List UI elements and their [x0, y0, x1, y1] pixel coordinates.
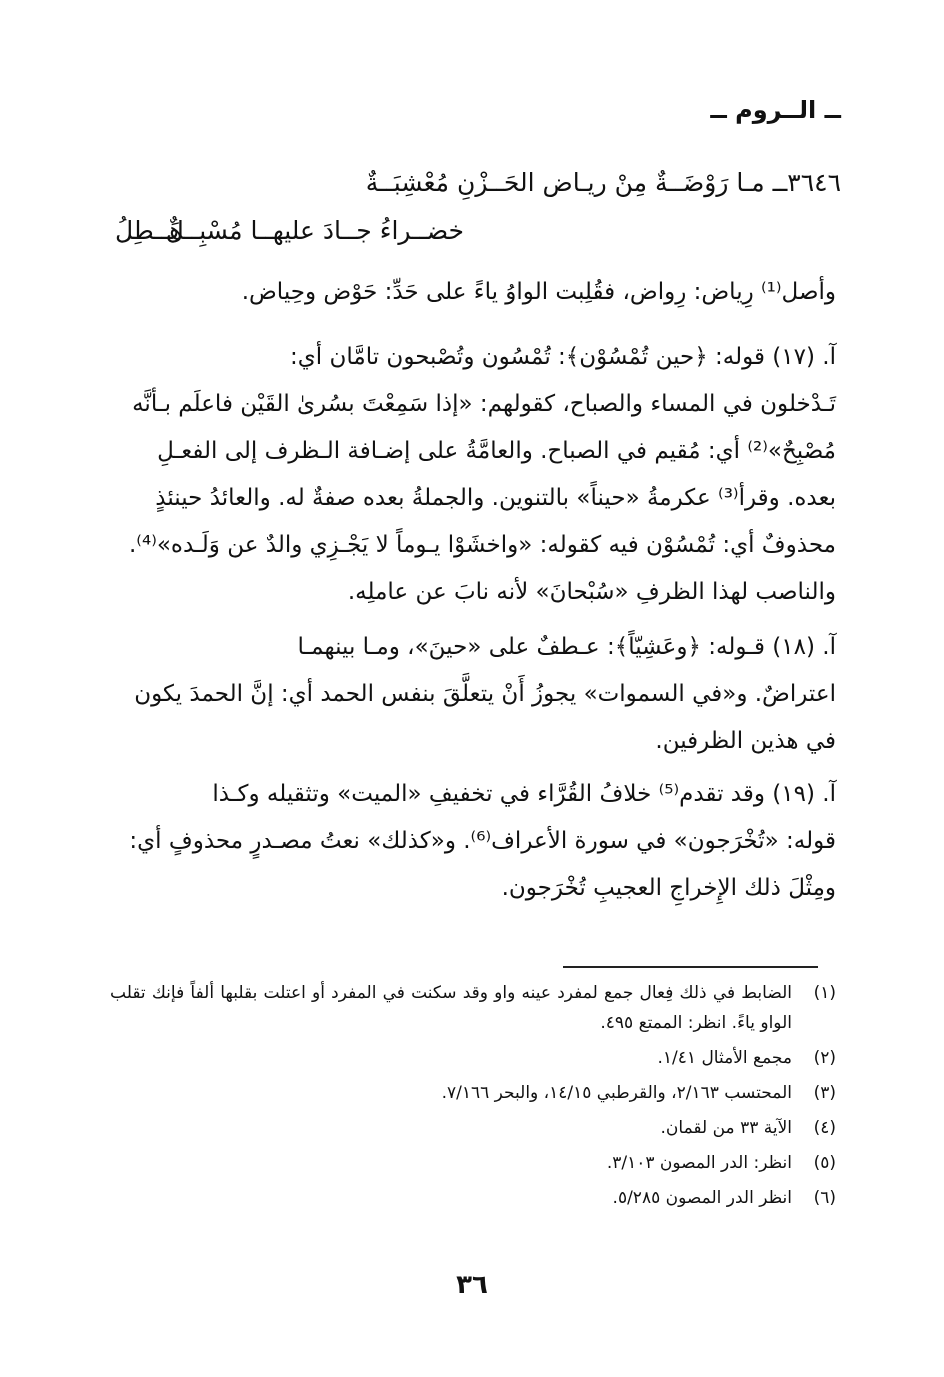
footnote-number: (٢) — [813, 1048, 836, 1068]
text-line: آ. (١٩) وقد تقدم⁽⁵⁾ خلافُ القُرَّاء في تخفيفِ «الميت» وتثقيله وكـذا — [212, 781, 836, 807]
footnote-number: (٤) — [813, 1118, 836, 1138]
footnote-text: الآية ٣٣ من لقمان. — [660, 1118, 792, 1138]
footnote-number: (١) — [813, 983, 836, 1003]
footnote-separator — [563, 966, 818, 968]
text-line: آ. (١٧) قوله: ﴿حين تُمْسُوْن﴾: تُمْسُون وتُصْبحون تامَّان أي: — [290, 344, 836, 370]
running-header: ــ الــروم ــ — [710, 96, 841, 124]
footnote — [110, 1113, 836, 1143]
text-line: مُصْبِحٌ»⁽²⁾ أي: مُقيم في الصباح. والعامَّةُ على إضـافة الـظرف إلى الفعـلِ — [157, 438, 836, 464]
text-line: بعده. وقرأ⁽³⁾ عكرمةُ «حيناً» بالتنوين. والجملةُ بعده صفةٌ له. والعائدُ حينئذٍ — [155, 485, 836, 511]
footnote — [110, 1078, 836, 1108]
text-line: قوله: «تُخْرَجون» في سورة الأعراف⁽⁶⁾. و«كذلك» نعتُ مصـدرٍ محذوفٍ أي: — [129, 828, 836, 854]
verse-line-2-first-half: خضــراءُ جــادَ عليهــا مُسْبِــلٌ — [165, 216, 464, 245]
verse-line-1: ٣٦٤٦ــ مـا رَوْضَــةٌ مِنْ ريـاض الحَــزْنِ مُعْشِبَــةٌ — [365, 168, 841, 197]
footnote — [110, 1183, 836, 1213]
text-line: آ. (١٨) قـوله: ﴿وعَشِيّاً﴾: عـطفٌ على «حينَ»، ومـا بينهمـا — [297, 634, 836, 660]
footnote — [110, 1148, 836, 1178]
commentary-verse-18 — [112, 624, 836, 765]
commentary-verse-17 — [112, 334, 836, 616]
footnote-number: (٦) — [813, 1188, 836, 1208]
footnote-number: (٣) — [813, 1083, 836, 1103]
page-number: ٣٦ — [456, 1270, 488, 1300]
text-line: والناصب لهذا الظرفِ «سُبْحانَ» لأنه نابَ عن عاملِه. — [347, 579, 836, 605]
etymology-paragraph: وأصل⁽¹⁾ رِياض: رِواض، فقُلِبت الواوُ ياءً على حَدِّ: حَوْض وحِياض. — [241, 279, 836, 305]
footnotes — [110, 978, 836, 1218]
footnote — [110, 978, 836, 1038]
text-line: ومِثْلَ ذلك الإِخراجِ العجيبِ تُخْرَجون. — [501, 875, 836, 901]
commentary-verse-19 — [112, 771, 836, 912]
footnote-text: الضابط في ذلك فِعال جمع لمفرد عينه واو وقد سكنت في المفرد أو اعتلت بقلبها ألفاً فإنك تقلب الواو ياءً. انظر: الممتع ٤٩٥. — [110, 983, 792, 1033]
footnote-text: المحتسب ٢/١٦٣، والقرطبي ١٤/١٥، والبحر ٧/١٦٦. — [441, 1083, 792, 1103]
footnote-text: انظر: الدر المصون ٣/١٠٣. — [606, 1153, 792, 1173]
text-line: محذوفٌ أي: تُمْسُوْن فيه كقوله: «واخشَوْا يـوماً لا يَجْـزِي والدٌ عن وَلَـده»⁽⁴⁾. — [129, 532, 836, 558]
footnote-number: (٥) — [813, 1153, 836, 1173]
verse-line-2-second-half: هَــطِلُ — [115, 216, 183, 245]
footnote-text: مجمع الأمثال ١/٤١. — [657, 1048, 792, 1068]
text-line: اعتراضٌ. و«في السموات» يجوزُ أَنْ يتعلَّقَ بنفس الحمد أي: إنَّ الحمدَ يكون — [134, 681, 836, 707]
text-line: في هذين الظرفين. — [655, 728, 836, 754]
footnote-text: انظر الدر المصون ٥/٢٨٥. — [612, 1188, 792, 1208]
text-line: تَـدْخلون في المساء والصباح، كقولهم: «إذا سَمِعْتَ بسُرىٰ القَيْن فاعلَم بـأنَّه — [132, 391, 836, 417]
footnote — [110, 1043, 836, 1073]
